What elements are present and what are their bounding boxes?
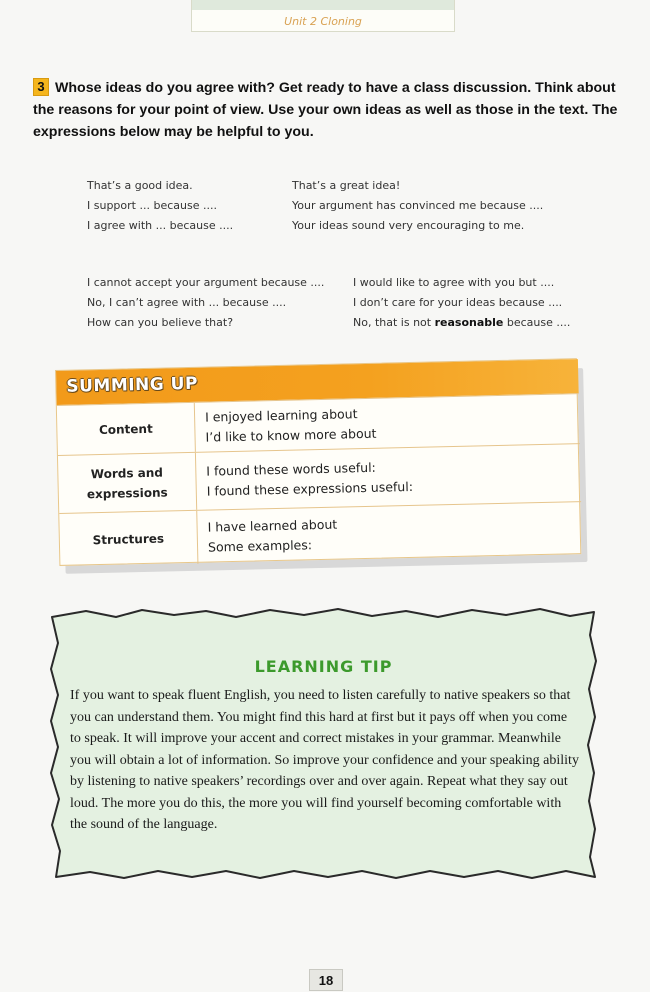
- expression-line: I support ... because ....: [87, 199, 217, 212]
- expression-text: No, that is not: [353, 316, 435, 329]
- expression-line: Your ideas sound very encouraging to me.: [292, 219, 525, 232]
- row-line: I enjoyed learning about: [204, 405, 358, 425]
- row-lines: [206, 448, 413, 510]
- row-lines: [205, 399, 377, 452]
- unit-title: Unit 2 Cloning: [284, 15, 362, 28]
- row-label: Structures: [59, 511, 198, 567]
- learning-tip-box: [46, 605, 601, 883]
- row-line: I’d like to know more about: [205, 425, 377, 445]
- expression-line: I cannot accept your argument because ....: [87, 276, 325, 289]
- expressions-agree-right: [292, 176, 543, 236]
- expression-line: I don’t care for your ideas because ....: [353, 296, 563, 309]
- learning-tip-body: If you want to speak fluent English, you need to listen carefully to native speakers so that you can understand them. You might find this hard at first but it pays off when you come to speak. It will improve your accent and correct mistakes in your grammar. Meanwhile you will obtain a lot of information. So improve your confidence and your speaking ability by listening to native speakers’ recordings over and over again. Repeat what they say out loud. The more you do this, the more you will find yourself becoming comfortable with the sound of the language.: [70, 688, 579, 832]
- question-number-badge: 3: [33, 78, 49, 96]
- expression-line: How can you believe that?: [87, 316, 234, 329]
- row-line: I found these words useful:: [206, 459, 376, 479]
- row-lines: [207, 508, 338, 564]
- expression-line: Your argument has convinced me because ....: [292, 199, 544, 212]
- expression-line: That’s a good idea.: [87, 179, 193, 192]
- row-label: Words and expressions: [58, 453, 197, 513]
- expressions-disagree-right: [353, 273, 570, 333]
- summing-up-title: SUMMING UP: [66, 373, 199, 397]
- row-label: Content: [57, 403, 196, 455]
- expression-text: because ....: [503, 316, 571, 329]
- row-line: I have learned about: [207, 516, 338, 535]
- expression-line: That’s a great idea!: [292, 179, 401, 192]
- learning-tip-title: LEARNING TIP: [254, 657, 393, 676]
- expression-line: I agree with ... because ....: [87, 219, 234, 232]
- unit-header-tab: [191, 0, 455, 32]
- expression-line: No, I can’t agree with ... because ....: [87, 296, 287, 309]
- row-line: I found these expressions useful:: [206, 478, 414, 499]
- expression-line: I would like to agree with you but ....: [353, 276, 555, 289]
- header-strip: [192, 0, 454, 10]
- summing-up-panel: [55, 358, 587, 570]
- expressions-agree-left: [87, 176, 233, 236]
- expressions-disagree-left: [87, 273, 324, 333]
- question-3: [33, 77, 623, 143]
- row-line: Some examples:: [207, 536, 313, 555]
- expression-line: [353, 313, 570, 333]
- question-text: Whose ideas do you agree with? Get ready to have a class discussion. Think about the reasons for your point of view. Use your own ideas as well as those in the text. The expressions below may be helpful to you.: [33, 80, 618, 140]
- page-number: 18: [309, 969, 343, 991]
- summing-up-card: [55, 358, 581, 566]
- expression-keyword: reasonable: [434, 316, 504, 329]
